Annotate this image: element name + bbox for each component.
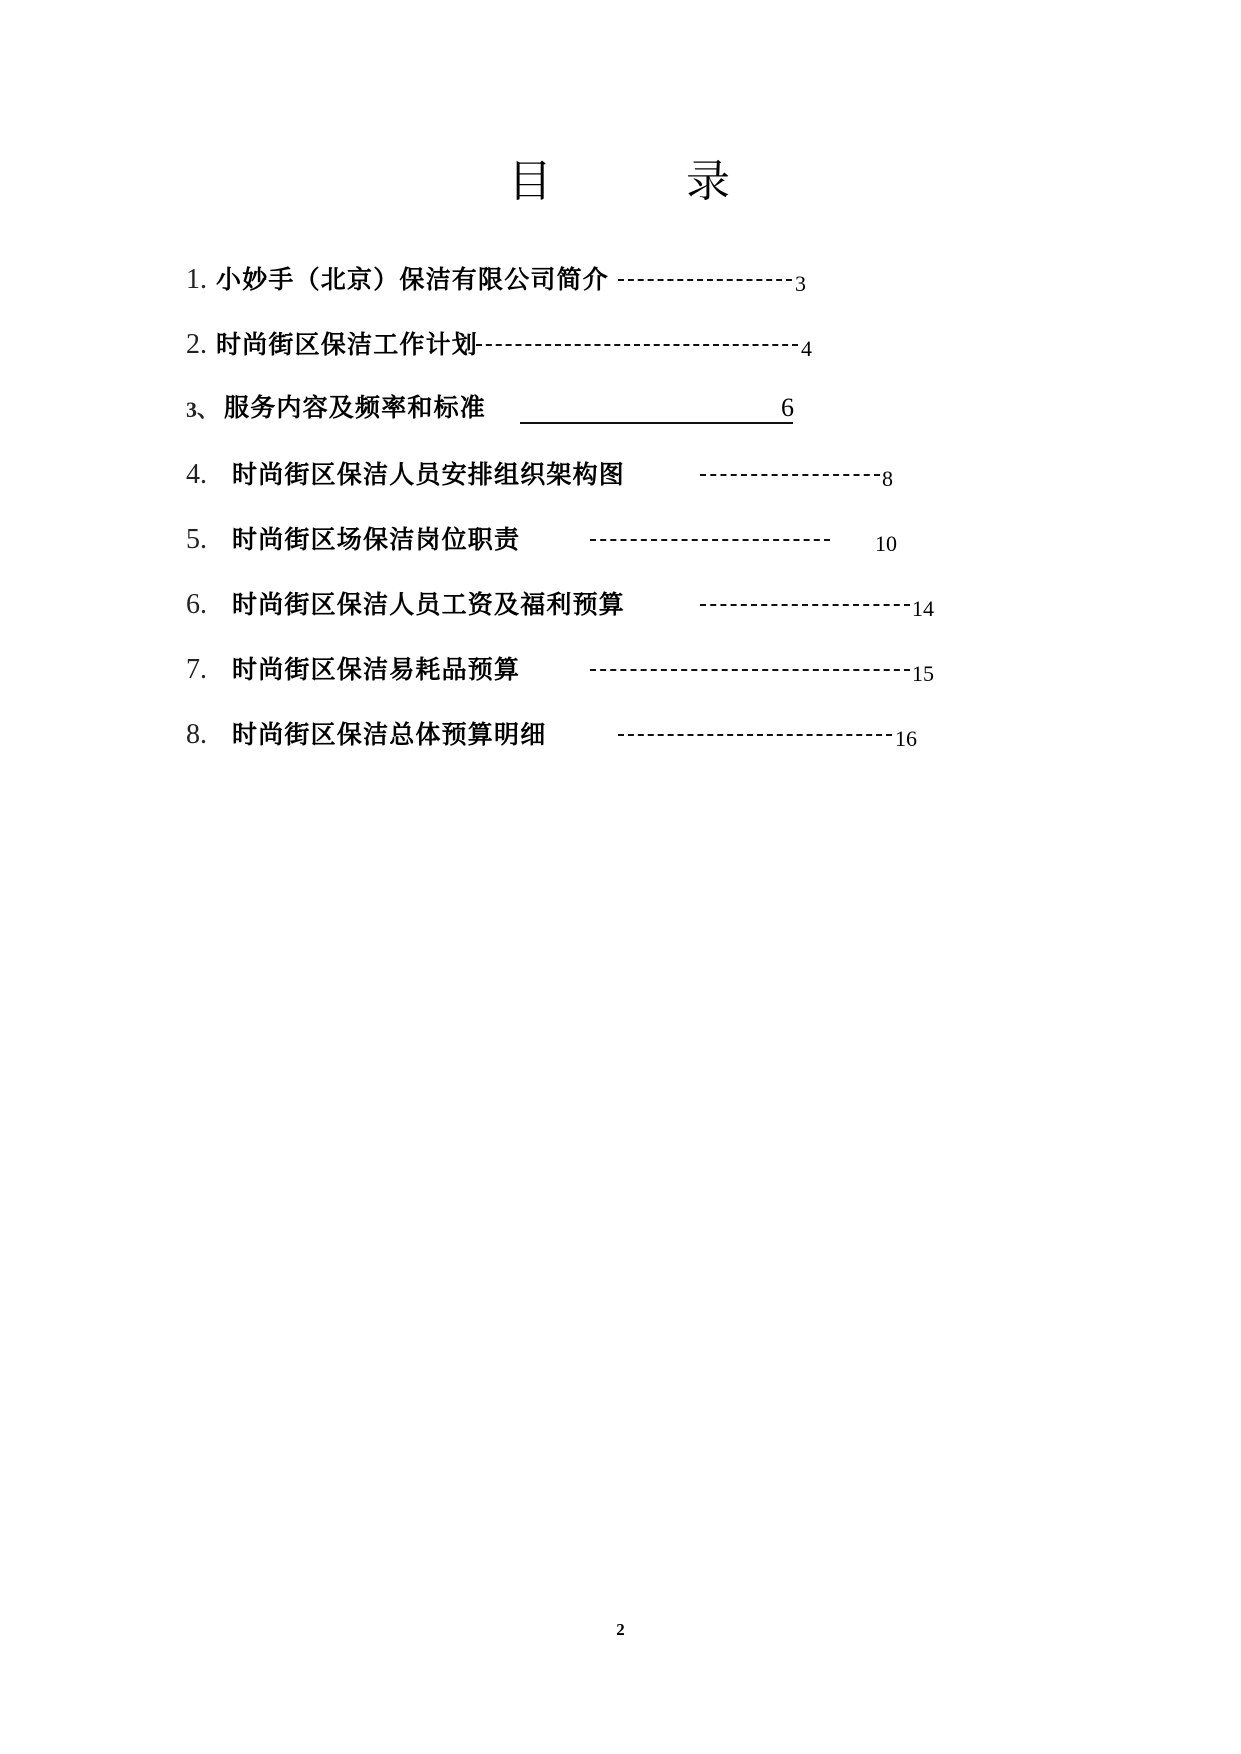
toc-entry-page: 8 bbox=[882, 466, 893, 491]
toc-entry-8[interactable] bbox=[186, 715, 1086, 755]
toc-entry-title: 时尚街区保洁易耗品预算 bbox=[232, 655, 521, 684]
page-number: 2 bbox=[616, 1620, 625, 1639]
toc-leader-dashes bbox=[700, 474, 880, 476]
toc-entry-page: 14 bbox=[912, 596, 934, 621]
toc-title-char-1: 目 bbox=[508, 156, 552, 207]
toc-entry-title: 时尚街区保洁工作计划 bbox=[216, 330, 479, 359]
toc-title-char-2: 录 bbox=[686, 156, 730, 207]
toc-leader-dashes bbox=[618, 734, 892, 736]
toc-entry-number: 1. bbox=[186, 264, 207, 295]
toc-entry-2[interactable] bbox=[186, 325, 1086, 365]
toc-entry-number: 5. bbox=[186, 524, 207, 555]
toc-leader-dashes bbox=[618, 279, 792, 281]
toc-entry-page: 3 bbox=[795, 271, 806, 296]
toc-entry-6[interactable] bbox=[186, 585, 1086, 625]
toc-entry-number: 3、 bbox=[186, 397, 220, 422]
toc-entry-page: 6 bbox=[781, 393, 794, 422]
toc-entry-5[interactable] bbox=[186, 520, 1086, 560]
toc-leader-dashes bbox=[590, 539, 830, 541]
toc-entry-title: 时尚街区保洁人员安排组织架构图 bbox=[232, 460, 626, 489]
toc-leader-dashes bbox=[590, 669, 910, 671]
toc-leader-underline bbox=[520, 422, 793, 424]
toc-entry-page: 4 bbox=[801, 336, 812, 361]
toc-entry-page: 15 bbox=[912, 661, 934, 686]
toc-entry-title: 时尚街区场保洁岗位职责 bbox=[232, 525, 521, 554]
toc-entry-4[interactable] bbox=[186, 455, 1086, 495]
toc-entry-number: 2. bbox=[186, 329, 207, 360]
toc-entry-1[interactable] bbox=[186, 260, 1086, 300]
toc-leader-dashes bbox=[700, 604, 910, 606]
toc-entry-3[interactable] bbox=[186, 388, 1086, 428]
toc-entry-title: 时尚街区保洁人员工资及福利预算 bbox=[232, 590, 626, 619]
toc-entry-number: 4. bbox=[186, 459, 207, 490]
toc-entry-page: 10 bbox=[875, 531, 897, 556]
toc-entry-title: 小妙手（北京）保洁有限公司简介 bbox=[216, 265, 610, 294]
toc-entry-number: 6. bbox=[186, 589, 207, 620]
toc-entry-page: 16 bbox=[895, 726, 917, 751]
toc-entry-number: 7. bbox=[186, 654, 207, 685]
toc-leader-dashes bbox=[476, 344, 798, 346]
toc-entry-title: 时尚街区保洁总体预算明细 bbox=[232, 720, 547, 749]
toc-entry-number: 8. bbox=[186, 719, 207, 750]
toc-entry-7[interactable] bbox=[186, 650, 1086, 690]
toc-entry-title: 服务内容及频率和标准 bbox=[224, 393, 487, 422]
